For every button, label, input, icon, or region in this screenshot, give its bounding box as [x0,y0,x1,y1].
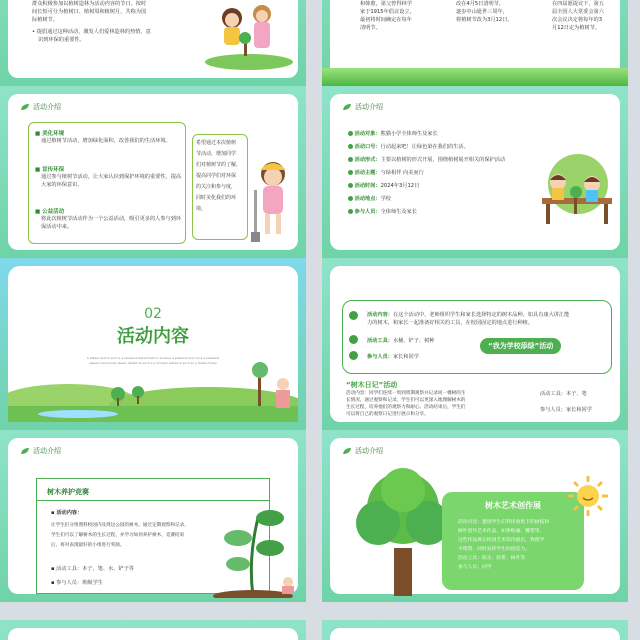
leaf-icon [20,447,30,455]
goal-item-3: ■ 公益活动 将此次植树节活动作为一个公益活动，吸引更多的人参与到环保活动中来。 [35,209,182,230]
bullet-dot [349,351,358,360]
info-row: 活动形式：主要以植树的形式开展，围绕植树展开相关的保护活动 [348,154,538,167]
section-subtitle-1: A Weder text is such a a pleasant tested that to achieve a pleasant and once a pleasant [86,356,220,360]
girl-with-shovel-illustration [248,154,298,254]
slide2-col3-2: 届全国人大常委会第六 [552,9,604,15]
slide1-bullet: • 提倡通过这种活动，激发人们爱林造林的热情、意 [32,29,151,35]
diary-title: “树木日记”活动 [346,381,398,389]
slide2-col1-3: 最初将时间确定在每年 [360,17,412,23]
goal-item-2: ■ 宣传环保 通过参与植树节活动，让大家认识到保护环境的重要性，提高大家的环保意识。 [35,167,182,188]
slide-4[interactable] [322,86,628,258]
slide-3[interactable] [0,86,306,258]
slide7-tag: 活动介绍 [20,446,61,456]
slide1-line-1: 群众积极参加以植树造林为活动内容的节日。按时 [32,1,147,7]
plant-activity-badge: “我为学校添绿”活动 [480,338,561,354]
slide2-col3-4: 月12日定为植树节。 [552,25,601,31]
info-row: 活动对象：熊猫小学全体师生及家长 [348,128,538,141]
slide1-bullet-2: 识到环保的重要性。 [38,37,85,43]
landscape-illustration [8,362,298,422]
slide-8[interactable] [322,430,628,602]
slide-2[interactable] [322,0,628,86]
bullet-dot [349,311,358,320]
kids-bench-illustration [536,154,620,234]
slide2-col2-1: 改在4月5日清明节， [456,1,505,7]
slide-10[interactable] [322,620,628,640]
diary-people: 参与人员：家长和同学 [540,407,592,413]
slide4-tag: 活动介绍 [342,102,383,112]
section-title: 活动内容 [117,326,189,347]
plant-activity-box [342,300,612,374]
slide-6[interactable] [322,258,628,430]
slide8-tag: 活动介绍 [342,446,383,456]
kids-planting-illustration [204,0,294,70]
leaf-icon [342,103,352,111]
slide2-col1-1: 和韩愈，第父曾得林学 [360,1,412,7]
info-row: 活动地点：学校 [348,193,538,206]
info-row: 参与人员：全体师生及家长 [348,206,538,219]
diary-content: 活动内容：同学们连续一周到周期观察并记录同一棵树的生 长情况，通过观察和记录，学生们可以更深入地理解树木的 生长过程，培养他们的观察力和耐心。活动结束后，学生们 可以将自己的观察日记进行展示和分享。 [346,391,466,417]
info-row: 活动主题：与绿相伴 向美而行 [348,167,538,180]
slide2-col2-3: 将植树节改为3月12日。 [456,17,513,23]
side-note-box: 希望通过本次植树 节活动，增加同学 们对植树节的了解， 提高同学们对环保 的关注和参与度， 同时美化我们的环 境。 [192,134,248,240]
competition-content: 让学生们分组照料校园内及周边公园的树木，通过定期观察和记录， 学生们可以了解树木的生长过程，并学习如何养护树木，竞赛结束 后，将对表现最好的小组进行奖励。 [51,523,189,548]
slide2-col1-2: 家于1915年倡议设立， [360,9,415,15]
slide2-col3-1: 在四届愿提议下，第五 [552,1,604,7]
slide1-line-2: 间长短可分为植树日、植树周和植树月，共称为国 [32,9,147,15]
slide-7[interactable] [0,430,306,602]
slide3-tag: 活动介绍 [20,102,61,112]
bullet-dot [349,335,358,344]
slide2-col3-3: 次会议决定将每年的3 [552,17,602,23]
section-number: 02 [144,306,162,322]
info-row: 活动时间：2024年3月12日 [348,180,538,193]
slide2-col2-2: 逐步中山逝世三周年， [456,9,508,15]
slide1-line-3: 际植树节。 [32,17,58,23]
competition-content-label: ▪ 活动内容： [51,510,83,516]
plant-people: 参与人员：家长和同学 [367,354,419,360]
art-exhibit-content: 活动内容：邀请学生们利用收集下的树枝和 树叶创作艺术作品，如拼贴画、雕塑等， 这些作品将在校园艺术馆内展出，致使学 少资资，同时发挥学生的创造力。 活动工具：胶水、胶带、树叶等 参与人员：同学 [458,520,550,570]
info-row: 活动口号：行动起来吧！让绿色染在我们的生活。 [348,141,538,154]
plant-content: 活动内容：在这个活动中，老师组织学生和家长选择特定的树木品种，如具有康大讲汇能 力的树木，和家长一起准备好相关的工具，在校园固定的地点进行种植。 [367,312,570,326]
art-exhibit-title: 树木艺术创作展 [485,501,541,510]
leaf-icon [342,447,352,455]
competition-tools: ▪ 活动工具：本子、笔、水、铲子等 [51,566,134,572]
competition-people: ▪ 参与人员：班级学生 [51,580,103,586]
slide-5[interactable] [0,258,306,430]
section-subtitle-2: repeat community lesson tested to such a a modern tested is such as a dream today [89,361,217,365]
competition-title: 树木养护竞赛 [37,487,269,501]
slide2-grass [322,68,628,86]
plant-tools: 活动工具：水桶、铲子、树种 [367,338,435,344]
sun-icon [566,474,610,518]
slide-1[interactable] [0,0,306,86]
goals-list-box [28,122,186,244]
diary-tools: 活动工具：本子、笔 [540,391,587,397]
slide-9[interactable] [0,620,306,640]
art-exhibit-box [442,492,584,590]
activity-info-list [348,128,538,219]
seedling-illustration [208,498,298,598]
leaf-icon [20,103,30,111]
slide2-col1-4: 清明节。 [360,25,381,31]
goal-item-1: ■ 美化环境 通过植树节活动，增加绿化面积，改善我们的生活环境。 [35,131,171,144]
